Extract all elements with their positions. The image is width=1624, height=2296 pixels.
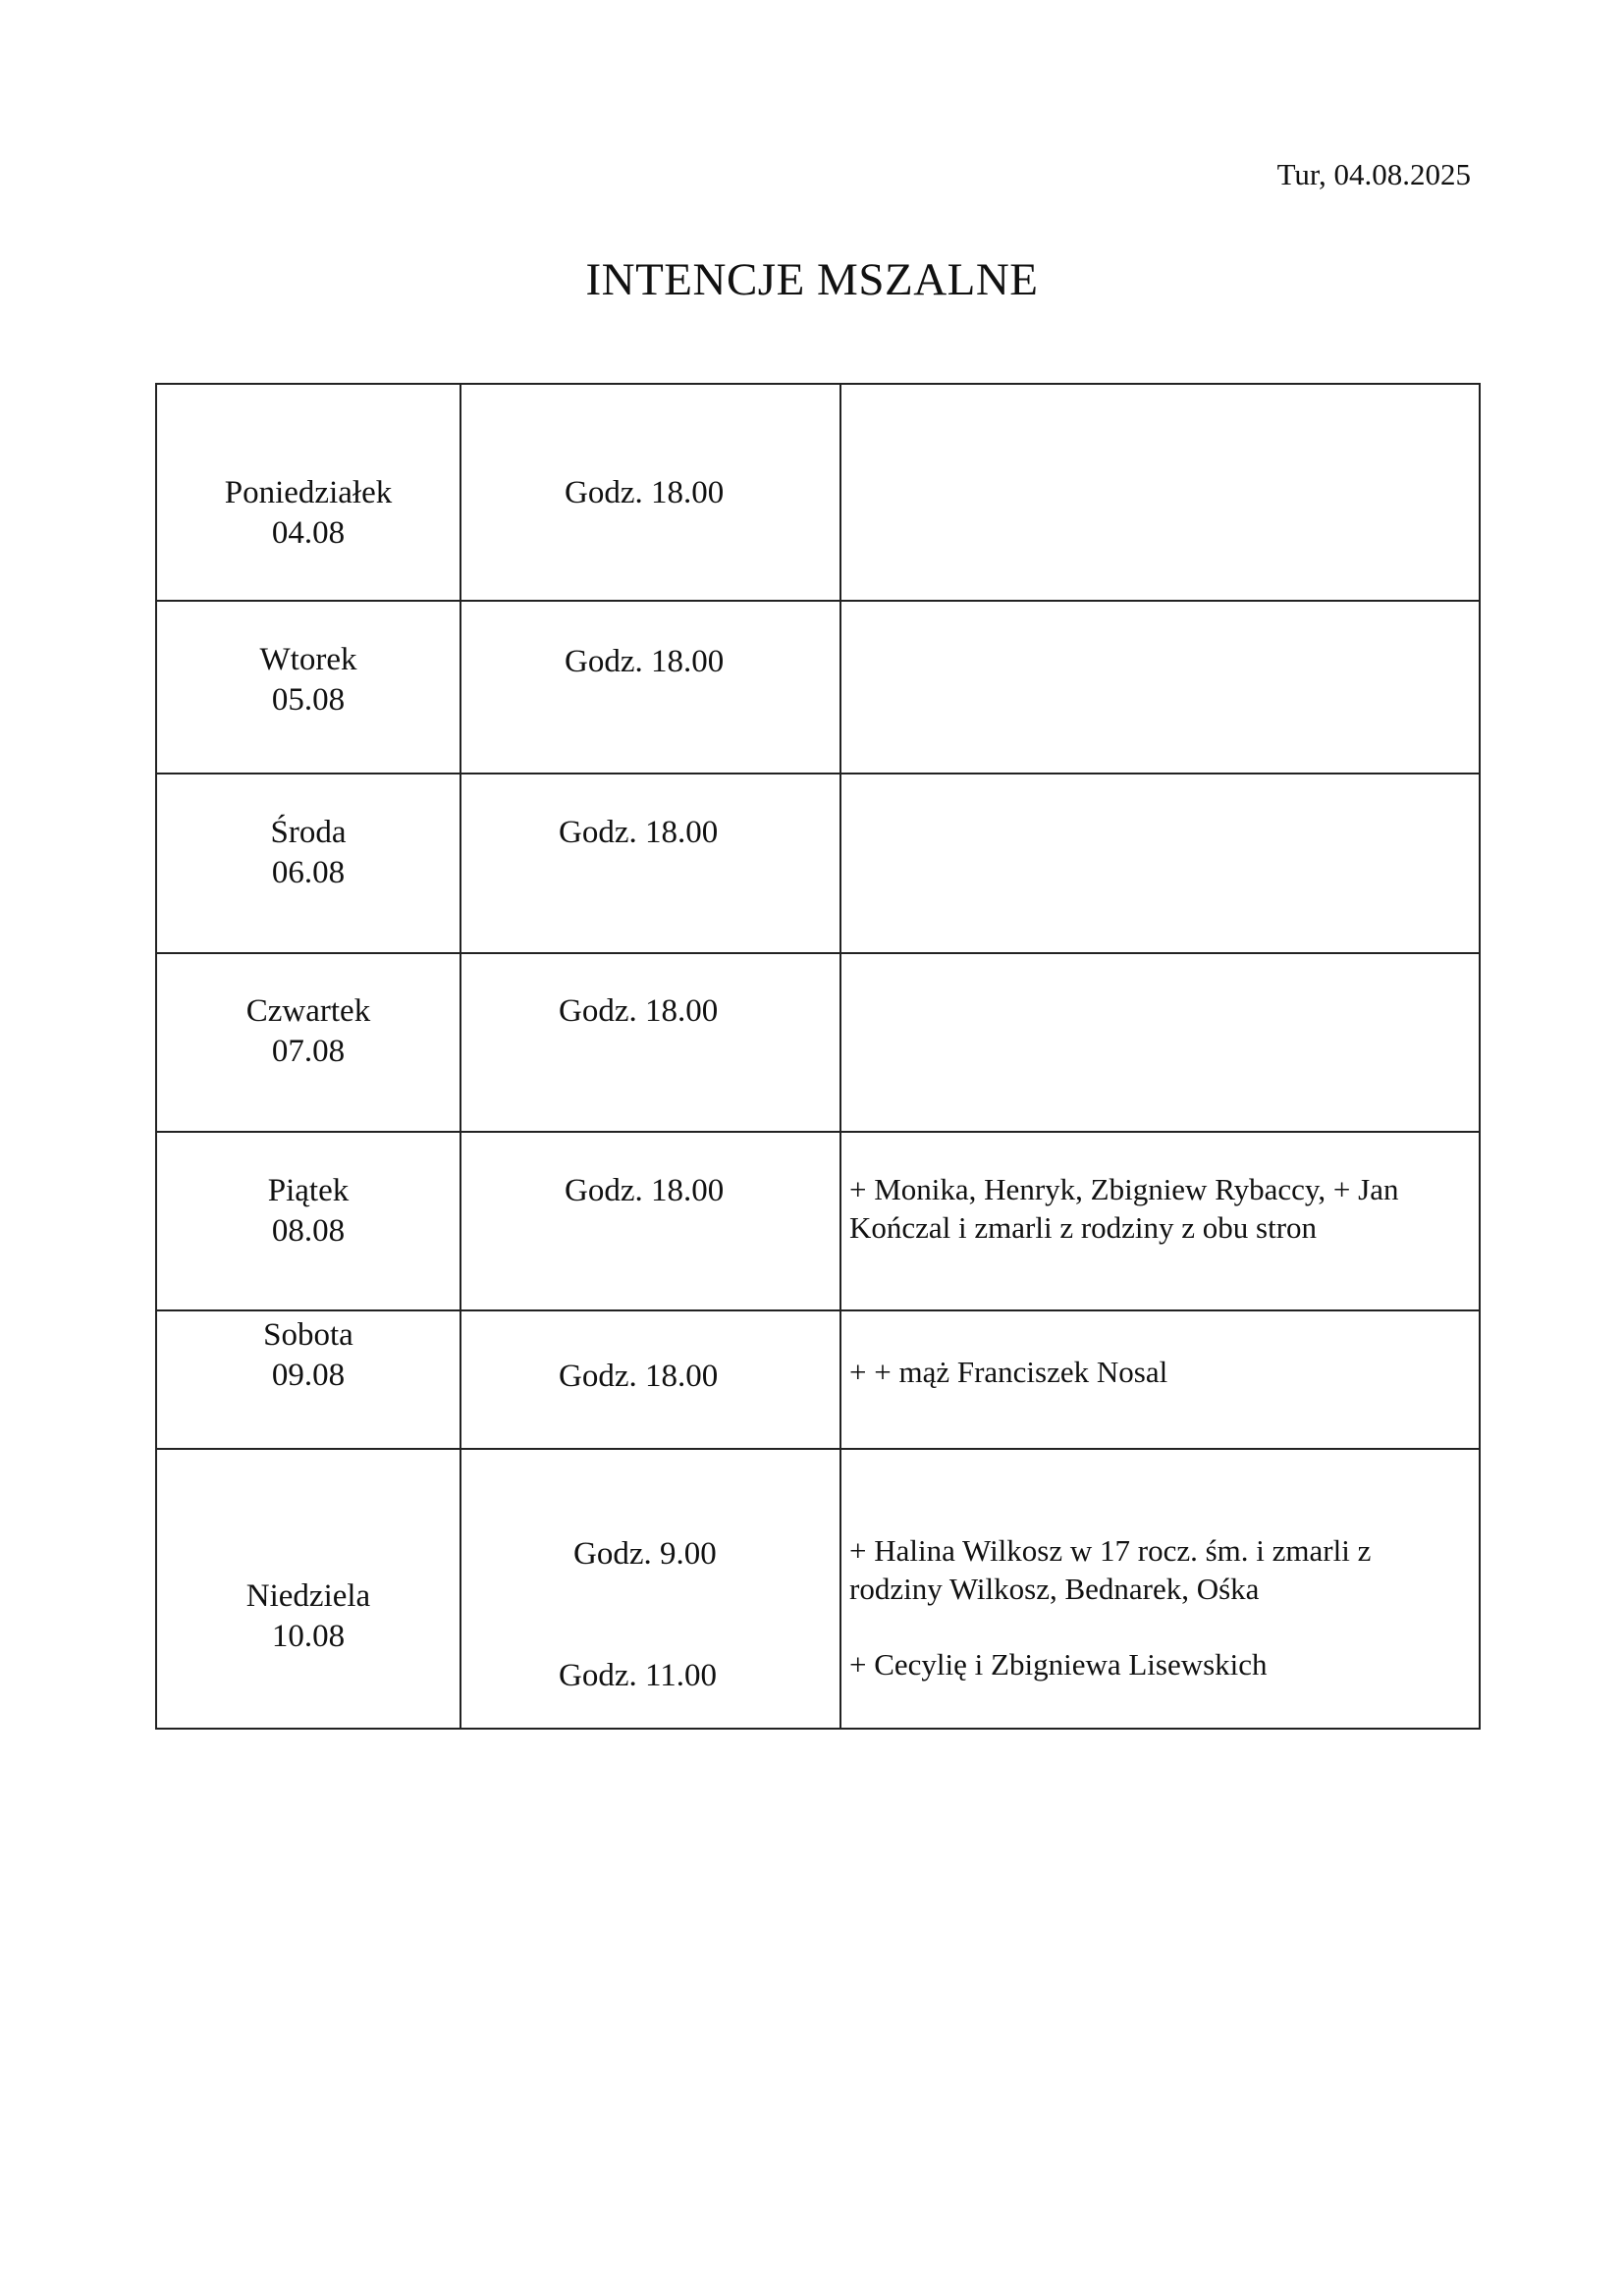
day-name: Piątek [267, 1173, 350, 1208]
day-name: Niedziela [245, 1578, 371, 1614]
day-cell [156, 774, 460, 953]
day-date: 04.08 [271, 515, 346, 551]
mass-time: Godz. 18.00 [565, 475, 725, 510]
table-row [156, 1449, 1480, 1729]
mass-time: Godz. 18.00 [559, 815, 719, 850]
day-cell [156, 384, 460, 601]
day-cell [156, 1449, 460, 1729]
intention-text: + Monika, Henryk, Zbigniew Rybaccy, + Jan Kończal i zmarli z rodziny z obu stron [849, 1172, 1399, 1245]
table-row [156, 384, 1480, 601]
intentions-table [155, 383, 1481, 1730]
table-row [156, 774, 1480, 953]
day-cell [156, 1310, 460, 1449]
table-row [156, 1310, 1480, 1449]
day-cell [156, 601, 460, 774]
mass-time: Godz. 18.00 [565, 644, 725, 679]
intention-cell [840, 1310, 1480, 1449]
mass-time: Godz. 18.00 [559, 1359, 719, 1394]
day-date: 08.08 [271, 1213, 346, 1249]
day-name: Środa [270, 815, 347, 850]
intention-cell [840, 384, 1480, 601]
day-date: 09.08 [271, 1358, 346, 1393]
intention-cell [840, 953, 1480, 1132]
day-date: 06.08 [271, 855, 346, 890]
time-cell [460, 1132, 840, 1310]
table-row [156, 601, 1480, 774]
mass-time: Godz. 18.00 [565, 1173, 725, 1208]
mass-time: Godz. 18.00 [559, 993, 719, 1029]
mass-time: Godz. 9.00 [573, 1536, 717, 1572]
intention-cell [840, 1132, 1480, 1310]
day-date: 05.08 [271, 682, 346, 718]
day-name: Czwartek [245, 993, 371, 1029]
day-name: Wtorek [259, 642, 357, 677]
day-date: 07.08 [271, 1034, 346, 1069]
table-row [156, 1132, 1480, 1310]
day-cell [156, 953, 460, 1132]
time-cell [460, 953, 840, 1132]
intention-text: + + mąż Franciszek Nosal [849, 1355, 1168, 1389]
day-name: Sobota [263, 1317, 353, 1353]
time-cell [460, 1310, 840, 1449]
place-date: Tur, 04.08.2025 [1276, 157, 1471, 191]
page-title: INTENCJE MSZALNE [585, 254, 1039, 305]
day-date: 10.08 [271, 1619, 346, 1654]
intention-text: + Cecylię i Zbigniewa Lisewskich [849, 1647, 1268, 1682]
time-cell [460, 384, 840, 601]
day-name: Poniedziałek [224, 475, 393, 510]
intention-cell [840, 774, 1480, 953]
intention-text: + Halina Wilkosz w 17 rocz. śm. i zmarli z rodziny Wilkosz, Bednarek, Ośka [849, 1533, 1372, 1606]
intention-cell [840, 601, 1480, 774]
time-cell [460, 774, 840, 953]
intention-cell [840, 1449, 1480, 1729]
mass-time: Godz. 11.00 [559, 1658, 718, 1693]
time-cell [460, 601, 840, 774]
table-row [156, 953, 1480, 1132]
day-cell [156, 1132, 460, 1310]
time-cell [460, 1449, 840, 1729]
